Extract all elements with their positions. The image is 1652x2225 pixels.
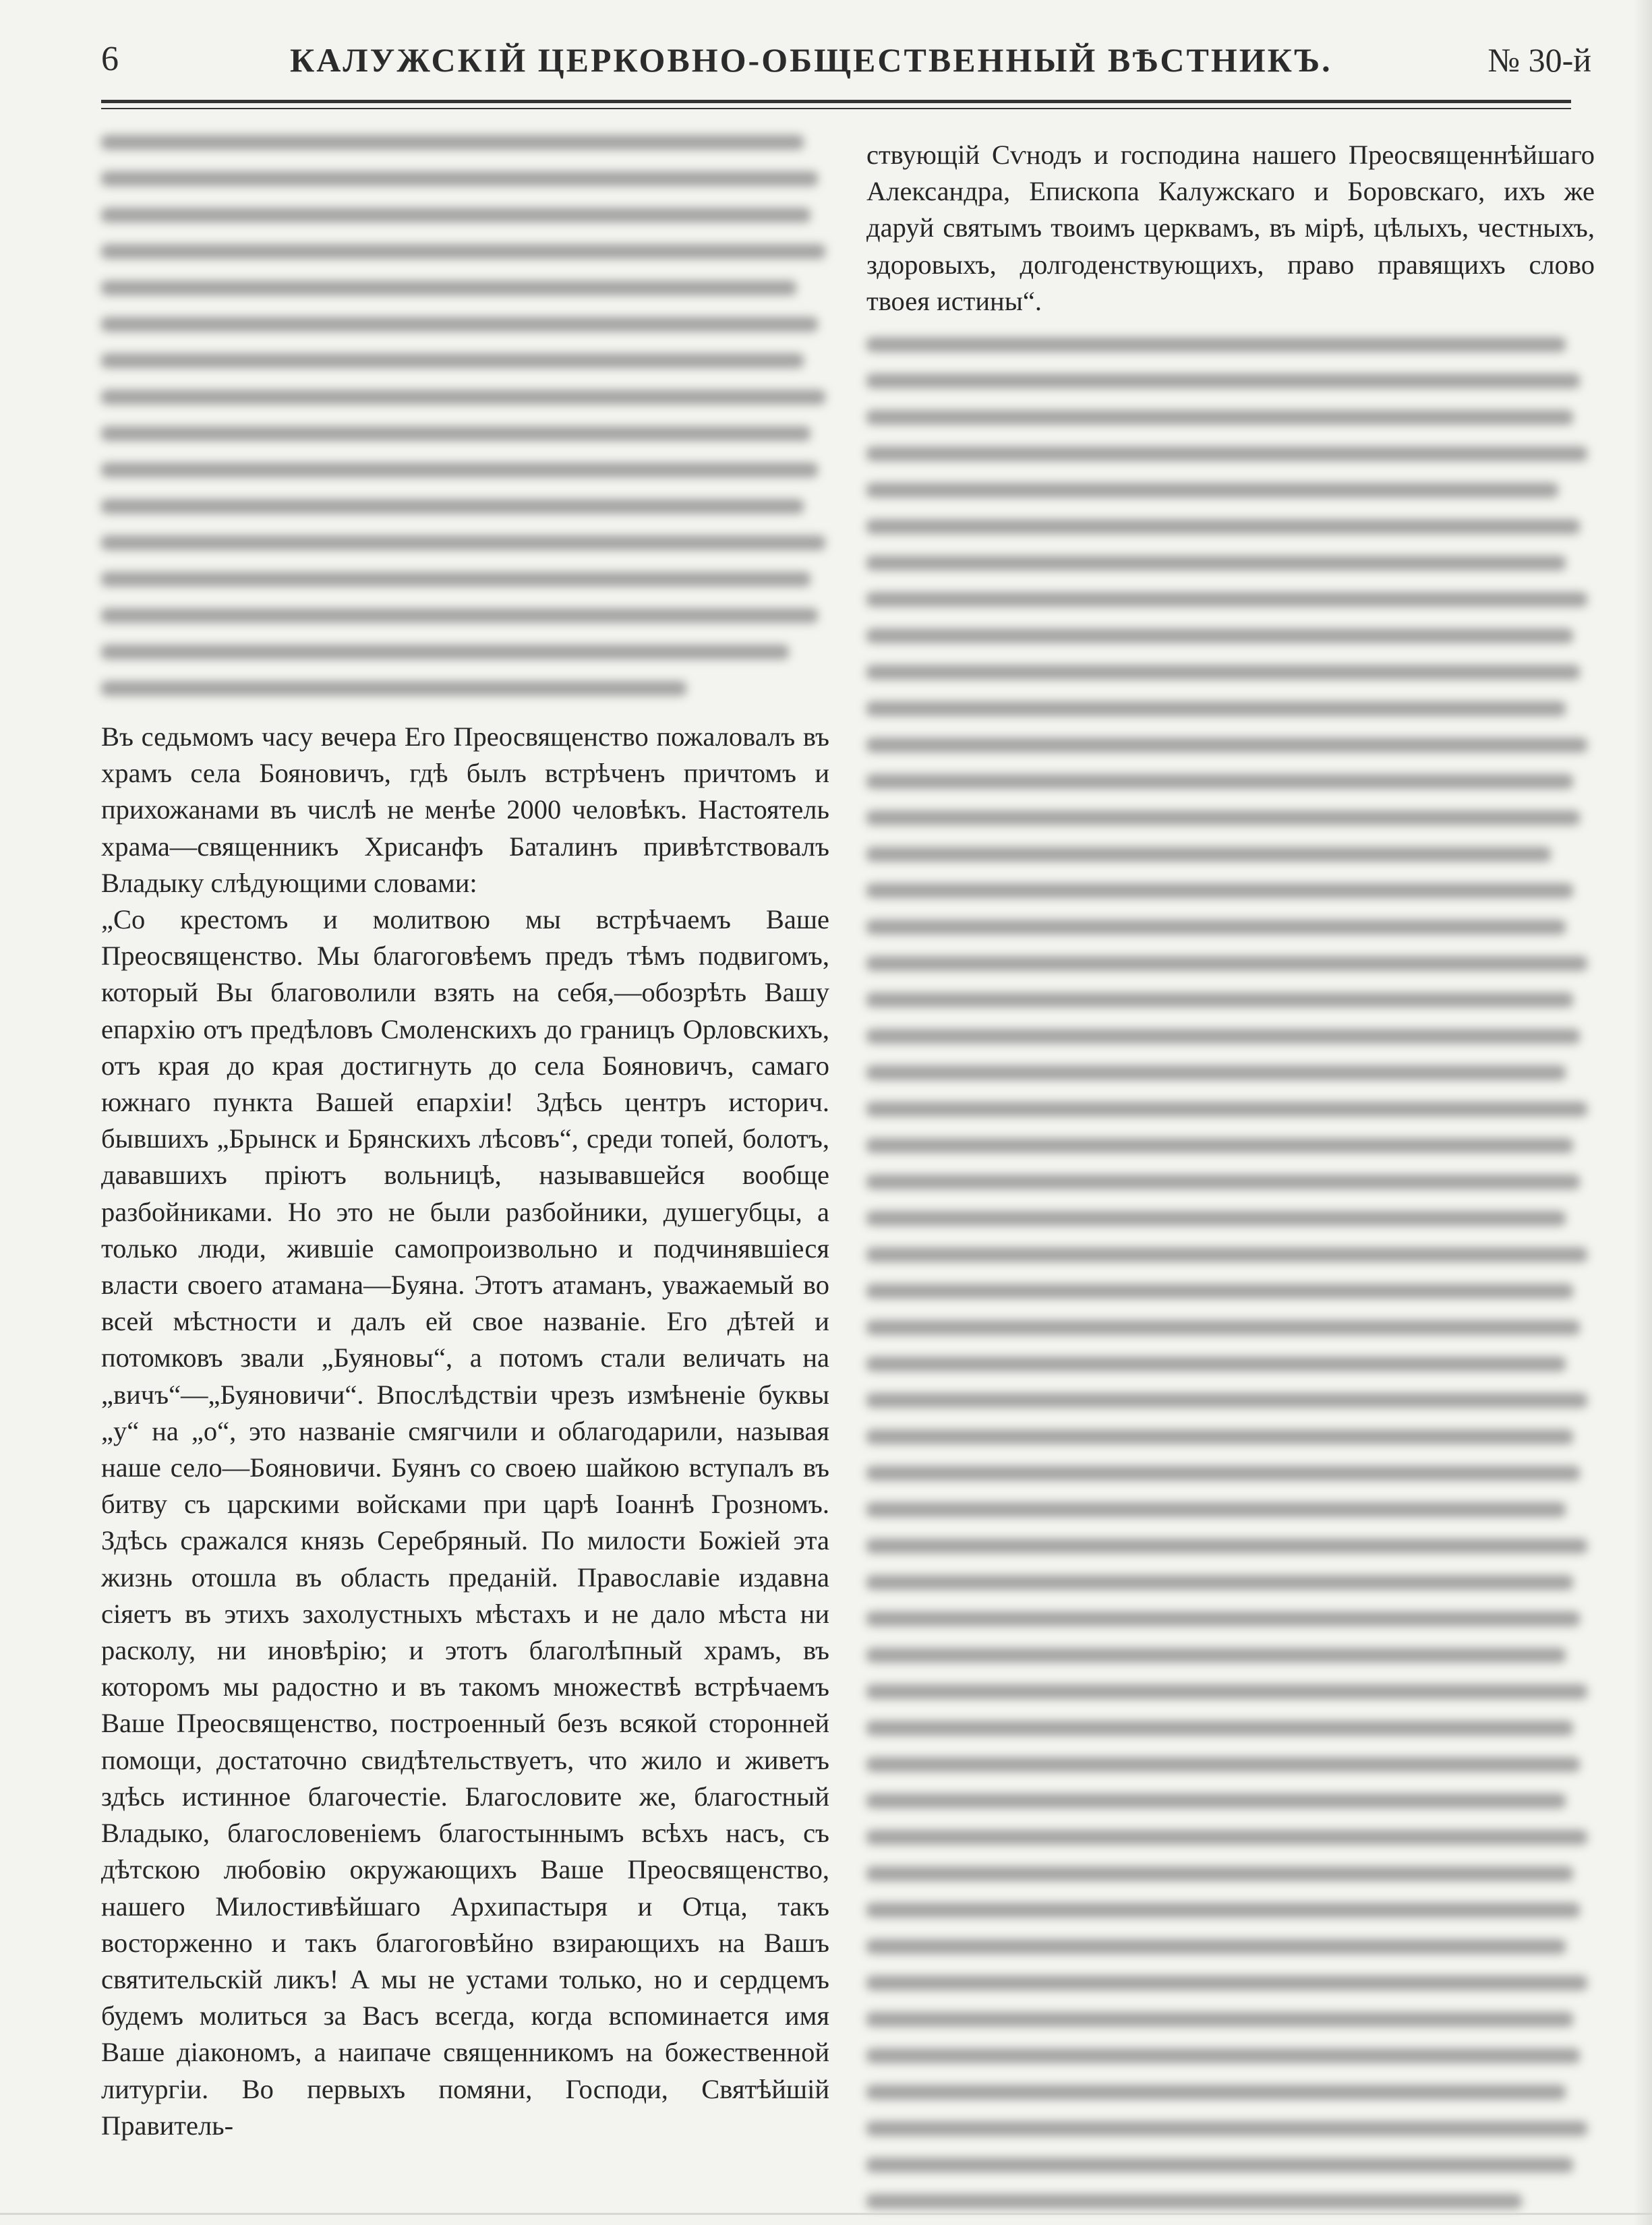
masthead-title: КАЛУЖСКIЙ ЦЕРКОВНО-ОБЩЕСТВЕННЫЙ ВѢСТНИКЪ. bbox=[290, 41, 1332, 79]
article-paragraph-1: Въ седьмомъ часу вечера Его Преосвященство пожаловалъ въ храмъ села Бояновичъ, гдѣ былъ встрѣченъ причтомъ и прихожанами въ числѣ не менѣе 2000 человѣкъ. Настоятель храма—священникъ Хрисанфъ Баталинъ привѣтствовалъ Владыку слѣдующими словами: bbox=[101, 721, 829, 898]
article-right-column bbox=[866, 137, 1595, 320]
page-header bbox=[101, 39, 1591, 100]
article-paragraph-2: „Со крестомъ и молитвою мы встрѣчаемъ Ваше Преосвященство. Мы благоговѣемъ предъ тѣмъ подвигомъ, который Вы благоволили взять на себя,—обозрѣть Вашу епархiю отъ предѣловъ Смоленскихъ до границъ Орловскихъ, отъ края до края достигнуть до села Бояновичъ, самаго южнаго пункта Вашей епархiи! Здѣсь центръ историч. бывшихъ „Брынск и Брянскихъ лѣсовъ“, среди топей, болотъ, дававшихъ прiютъ вольницѣ, называвшейся вообще разбойниками. Но это не были разбойники, душегубцы, а только люди, жившiе самопроизвольно и подчинявшiеся власти своего атамана—Буяна. Этотъ атаманъ, уважаемый во всей мѣстности и далъ ей свое названiе. Его дѣтей и потомковъ звали „Буяновы“, а потомъ стали величать на „вичъ“—„Буяновичи“. Впослѣдствiи чрезъ измѣненiе буквы „у“ на „о“, это названiе смягчили и облагодарили, называя наше село—Бояновичи. Буянъ со своею шайкою вступалъ въ битву съ царскими войсками при царѣ Iоаннѣ Грозномъ. Здѣсь сражался князь Серебряный. По милости Божiей эта жизнь отошла въ область преданiй. Православiе издавна сiяетъ въ этихъ захолустныхъ мѣстахъ и не дало мѣста ни расколу, ни иновѣрiю; и этотъ благолѣпный храмъ, въ которомъ мы радостно и въ такомъ множествѣ встрѣчаемъ Ваше Преосвященство, построенный безъ всякой сторонней помощи, достаточно свидѣтельствуетъ, что жило и живетъ здѣсь истинное благочестiе. Благословите же, благостный Владыко, благословенiемъ благостыннымъ всѣхъ насъ, съ дѣтскою любовiю окружающихъ Ваше Преосвященство, нашего Милостивѣйшаго Архипастыря и Отца, такъ восторженно и такъ благоговѣйно взирающихъ на Вашъ святительскiй ликъ! А мы не устами только, но и сердцемъ будемъ молиться за Васъ всегда, когда вспоминается имя Ваше дiакономъ, а наипаче священникомъ на божественной литургiи. Во первыхъ помяни, Господи, Святѣйшiй Правитель- bbox=[101, 904, 829, 2141]
header-rule-thick bbox=[101, 100, 1571, 103]
header-rule-thin bbox=[101, 108, 1571, 109]
page-number: 6 bbox=[101, 40, 119, 78]
article-left-column bbox=[101, 719, 829, 2144]
blurred-text-right bbox=[866, 337, 1595, 2205]
reverse-side-bleed bbox=[317, 0, 1598, 40]
page-edge-shadow bbox=[1633, 0, 1652, 2225]
issue-number: № 30-й bbox=[1487, 41, 1591, 79]
blurred-text-left bbox=[101, 135, 833, 715]
page-bottom-edge bbox=[0, 2213, 1652, 2215]
article-paragraph-3: ствующiй Сѵнодъ и господина нашего Преосвященнѣйшаго Александра, Епископа Калужскаго и Боровскаго, ихъ же даруй святымъ твоимъ церквамъ, въ мiрѣ, цѣлыхъ, честныхъ, здоровыхъ, долгоденствующихъ, право правящихъ слово твоея истины“. bbox=[866, 140, 1595, 316]
